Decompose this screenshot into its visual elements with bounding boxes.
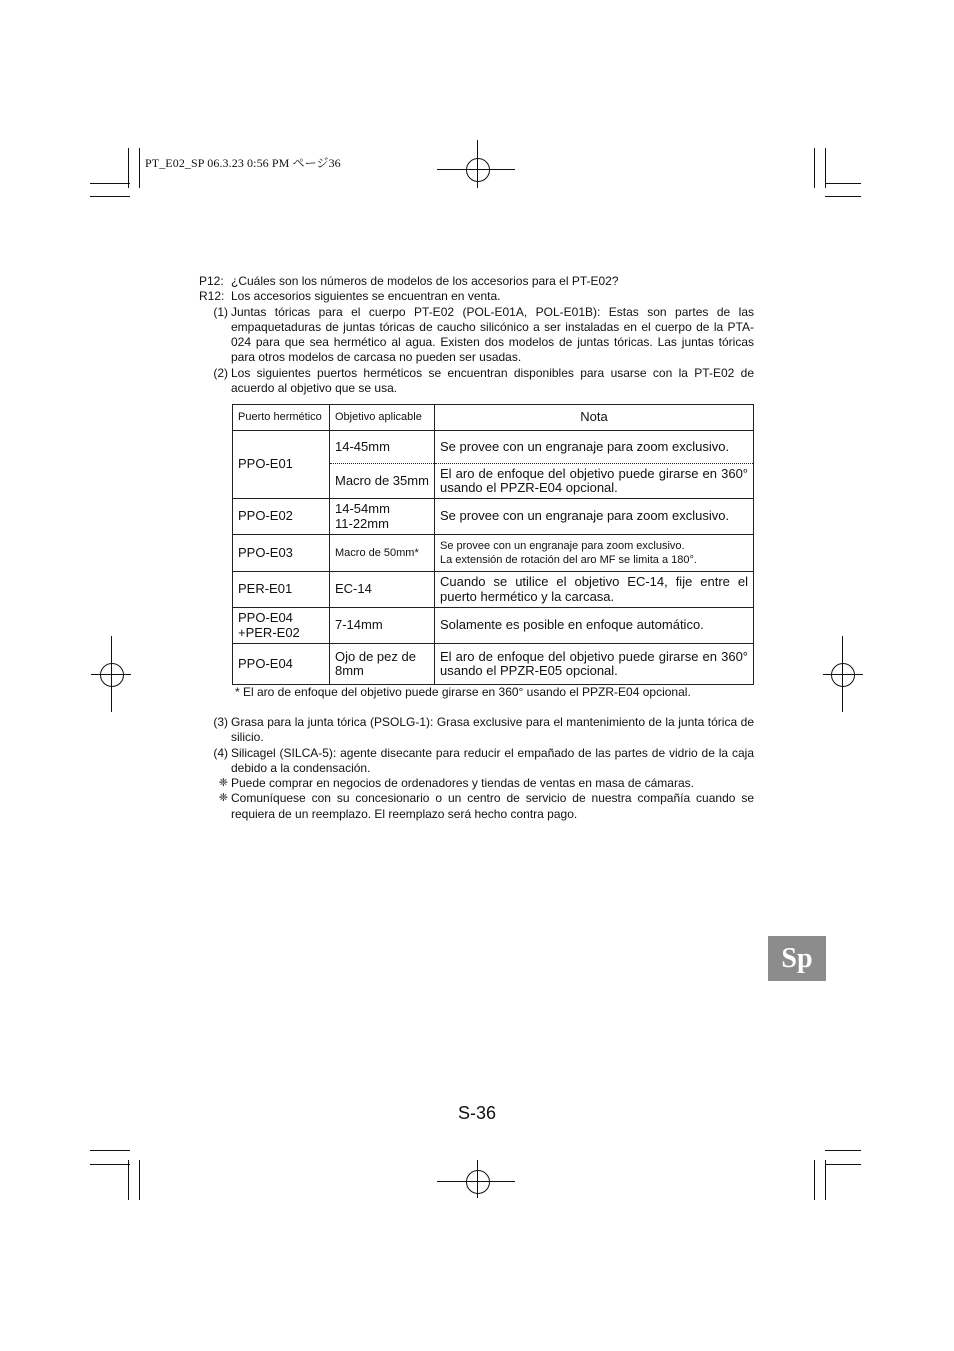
cell-lens: Macro de 50mm* — [330, 535, 435, 572]
cell-note: Se provee con un engranaje para zoom exclusivo. — [435, 431, 754, 464]
answer-text: Los accesorios siguientes se encuentran en venta. — [231, 289, 501, 304]
qa-section — [199, 274, 754, 396]
table-row — [233, 431, 754, 464]
item-number: (1) — [213, 304, 228, 319]
question-label: P12: — [199, 274, 224, 288]
item-number: (3) — [213, 715, 228, 729]
cell-note: El aro de enfoque del objetivo puede girarse en 360° usando el PPZR-E04 opcional. — [435, 464, 754, 499]
cell-note: Solamente es posible en enfoque automático. — [435, 608, 754, 644]
note-item — [199, 776, 754, 791]
accessories-continued — [199, 715, 754, 822]
cell-note: Se provee con un engranaje para zoom exclusivo. — [435, 499, 754, 535]
answer-label: R12: — [199, 289, 225, 304]
note-text: Puede comprar en negocios de ordenadores y tiendas de ventas en masa de cámaras. — [231, 776, 694, 791]
list-item — [199, 715, 754, 746]
cell-port: PPO-E04 — [233, 644, 330, 685]
cell-lens: Ojo de pez de 8mm — [330, 644, 435, 685]
cell-lens: 14-45mm — [330, 431, 435, 464]
item-text: Silicagel (SILCA-5): agente disecante para reducir el empañado de las partes de vidrio de la caja debido a la condensación. — [231, 745, 754, 775]
cell-port: PPO-E02 — [233, 499, 330, 535]
question — [199, 274, 754, 289]
cell-lens: EC-14 — [330, 572, 435, 608]
cell-port: PER-E01 — [233, 572, 330, 608]
note-text: Comuníquese con su concesionario o un centro de servicio de nuestra compañía cuando se requiera de un reemplazo. El reemplazo será hecho contra pago. — [231, 791, 754, 821]
table-row — [233, 572, 754, 608]
accessories-table — [232, 404, 754, 685]
cell-port: PPO-E01 — [233, 431, 330, 499]
header-lens: Objetivo aplicable — [330, 405, 435, 431]
question-text: ¿Cuáles son los números de modelos de los accesorios para el PT-E02? — [231, 274, 619, 288]
item-text: Los siguientes puertos herméticos se encuentran disponibles para usarse con la PT-E02 de acuerdo al objetivo que se usa. — [231, 365, 754, 396]
cell-note: Se provee con un engranaje para zoom exclusivo. La extensión de rotación del aro MF se limita a 180°. — [435, 535, 754, 572]
cell-lens: 14-54mm 11-22mm — [330, 499, 435, 535]
table-row — [233, 608, 754, 644]
header-note: Nota — [435, 405, 754, 431]
cell-note: El aro de enfoque del objetivo puede girarse en 360° usando el PPZR-E05 opcional. — [435, 644, 754, 685]
table-row — [233, 644, 754, 685]
item-text: Grasa para la junta tórica (PSOLG-1): Grasa exclusive para el mantenimiento de la junta tórica de silicio. — [231, 715, 754, 745]
print-header: PT_E02_SP 06.3.23 0:56 PM ページ36 — [145, 156, 341, 170]
list-item — [199, 746, 754, 777]
table-row — [233, 535, 754, 572]
cell-lens: Macro de 35mm — [330, 464, 435, 499]
list-item — [199, 366, 754, 397]
page-number: S-36 — [458, 1103, 497, 1123]
item-text: Juntas tóricas para el cuerpo PT-E02 (POL-E01A, POL-E01B): Estas son partes de las empaquetaduras de juntas tóricas de caucho silicónico a ser instaladas en el cuerpo de la PTA-024 para que sea hermético al agua. Existen dos modelos de juntas tóricas. Las juntas tóricas para otros modelos de carcasa no pueden ser usadas. — [231, 304, 754, 365]
note-bullet-icon: ❈ — [218, 777, 228, 790]
table-header-row — [233, 405, 754, 431]
answer — [199, 289, 754, 304]
note-item — [199, 791, 754, 822]
table-row — [233, 499, 754, 535]
language-tab: Sp — [768, 936, 826, 981]
cell-port: PPO-E04 +PER-E02 — [233, 608, 330, 644]
item-number: (2) — [213, 365, 228, 380]
cell-port: PPO-E03 — [233, 535, 330, 572]
table-footnote: * El aro de enfoque del objetivo puede girarse en 360° usando el PPZR-E04 opcional. — [235, 685, 691, 699]
cell-lens: 7-14mm — [330, 608, 435, 644]
item-number: (4) — [213, 745, 228, 760]
note-bullet-icon: ❈ — [218, 792, 228, 805]
header-port: Puerto hermético — [233, 405, 330, 431]
cell-note: Cuando se utilice el objetivo EC-14, fije entre el puerto hermético y la carcasa. — [435, 572, 754, 608]
list-item — [199, 305, 754, 366]
